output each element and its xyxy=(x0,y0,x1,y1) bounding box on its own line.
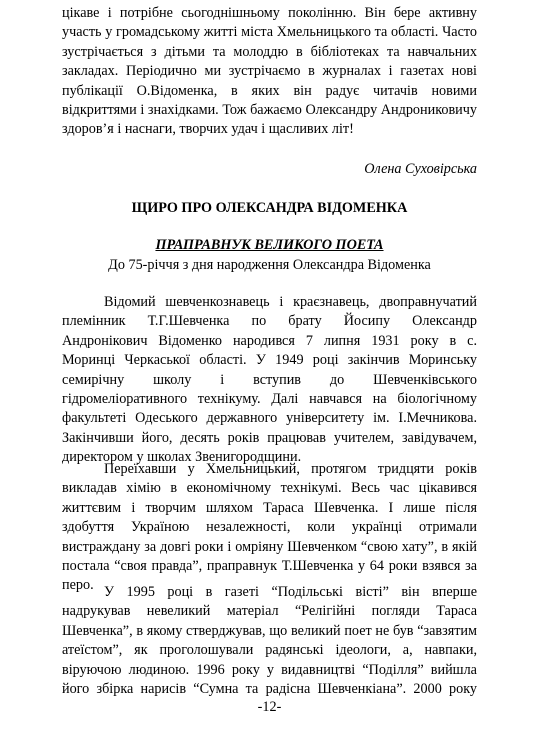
text-line: Шевченка”, в якому стверджував, що великий поет не був “завзятим xyxy=(62,622,477,639)
text-line: Переїхавши у Хмельницький, протягом тридцяти років xyxy=(104,461,477,477)
intro-paragraph xyxy=(62,4,477,140)
text-line: участь у громадському житті міста Хмельницького та області. Часто xyxy=(62,24,477,41)
text-line: гідромеліоративного технікуму. Далі навчався на біологічному xyxy=(62,390,477,407)
text-line: факультеті Одеського державного університету ім. І.Мечникова. xyxy=(62,410,477,427)
text-line: віруючою людиною. 1996 року у видавництві “Поділля” вийшла xyxy=(62,661,477,678)
text-line: Андронікович Відоменко народився 7 липня 1931 року в с. xyxy=(62,332,477,349)
text-line: племінник Т.Г.Шевченка по брату Йосипу Олександр xyxy=(62,313,477,330)
text-line: публікації О.Відоменка, в яких він радує читачів новими xyxy=(62,82,477,99)
page-number: -12- xyxy=(257,699,282,715)
text-line: вистраждану за довгі роки і омріяну Шевченком “свою хату”, в якій xyxy=(62,538,477,555)
text-line: атеїстом”, як проголошували радянські ідеологи, а, навпаки, xyxy=(62,642,477,659)
text-line: надрукував невеликий матеріал “Релігійні погляди Тараса xyxy=(62,603,477,620)
body-paragraph-1 xyxy=(62,293,477,468)
body-paragraph-2 xyxy=(62,460,477,596)
text-line: директором у школах Звенигородщини. xyxy=(62,449,302,466)
text-line: постала “своя правда”, праправнук Т.Шевченка у 64 роки взявся за xyxy=(62,557,477,574)
text-line: здобуття Україною незалежності, коли українці отримали xyxy=(62,519,477,536)
text-line: Відомий шевченкознавець і краєзнавець, двоправнучатий xyxy=(104,294,477,310)
text-line: здоров’я і наснаги, творчих удач і щасливих літ! xyxy=(62,121,354,138)
text-line: перо. xyxy=(62,577,94,594)
text-line: закладах. Періодично ми зустрічаємо в журналах і газетах нові xyxy=(62,63,477,80)
text-line: його збірка нарисів “Сумна та радісна Шевченкіана”. 2000 року xyxy=(62,680,477,697)
text-line: Моринці Черкаської області. У 1949 році закінчив Моринську xyxy=(62,352,477,369)
article-dedication: До 75-річчя з дня народження Олександра Відоменка xyxy=(108,257,431,273)
text-line: Закінчивши його, десять років працював учителем, завідувачем, xyxy=(62,429,477,446)
text-line: зустрічається з дітьми та молоддю в бібліотеках та навчальних xyxy=(62,43,477,60)
text-line: У 1995 році в газеті “Подільські вісті” він вперше xyxy=(104,584,477,600)
text-line: життєвим і творчим шляхом Тараса Шевченка. І лише після xyxy=(62,499,477,516)
article-title: ПРАПРАВНУК ВЕЛИКОГО ПОЕТА xyxy=(155,237,384,253)
text-line: відкриттями і знахідками. Тож бажаємо Олександру Андрониковичу xyxy=(62,101,477,118)
text-line: цікаве і потрібне сьогоднішньому поколінню. Він бере активну xyxy=(62,5,477,21)
author-signature: Олена Суховірська xyxy=(364,161,477,177)
text-line: семирічну школу і вступив до Шевченківського xyxy=(62,371,477,388)
text-line: викладав хімію в економічному технікумі. Весь час цікавився xyxy=(62,480,477,497)
section-title: ЩИРО ПРО ОЛЕКСАНДРА ВІДОМЕНКА xyxy=(131,200,408,216)
body-paragraph-3 xyxy=(62,583,477,699)
